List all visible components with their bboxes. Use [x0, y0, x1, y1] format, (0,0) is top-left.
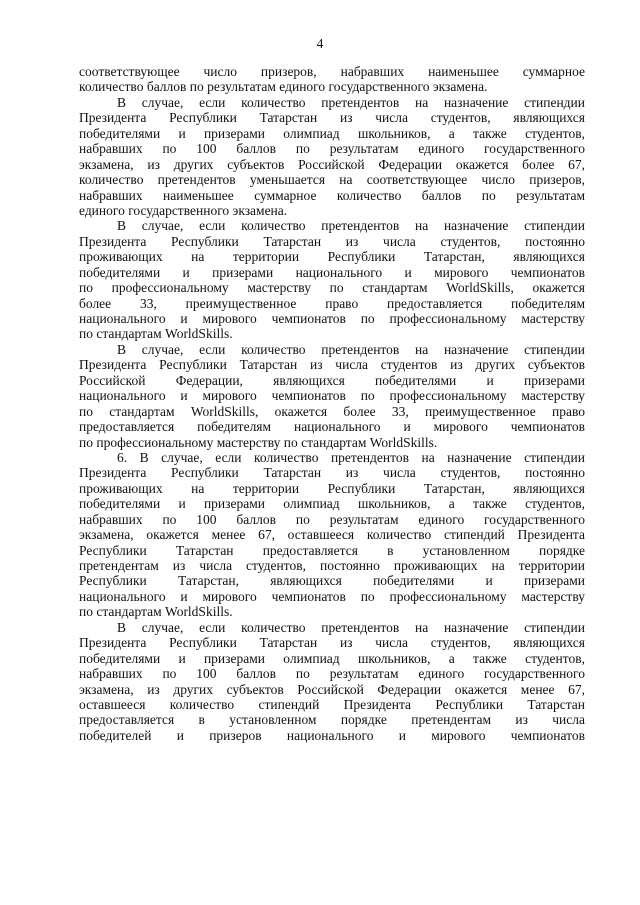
- text-line: набравших по 100 баллов по результатам единого государственного: [79, 511, 585, 527]
- text-line: претендентам из числа студентов, постоянно проживающих на территории: [79, 558, 585, 573]
- text-line: Президента Республики Татарстан из числа студентов из других субъектов: [79, 357, 585, 373]
- text-line: Президента Республики Татарстан из числа студентов, являющихся: [79, 110, 585, 126]
- text-line: набравших по 100 баллов по результатам единого государственного: [79, 666, 585, 682]
- paragraph: [79, 342, 585, 450]
- text-line: В случае, если количество претендентов на назначение стипендии: [117, 94, 585, 110]
- text-line: Республики Татарстан, являющихся победителями и призерами: [79, 573, 585, 589]
- text-line: набравших по 100 баллов по результатам единого государственного: [79, 141, 585, 157]
- text-line: национального и мирового чемпионатов по профессиональному мастерству: [79, 588, 585, 604]
- text-line: соответствующее число призеров, набравших наименьшее суммарное: [79, 64, 585, 79]
- text-line: Президента Республики Татарстан из числа студентов, являющихся: [79, 635, 585, 651]
- text-line: проживающих на территории Республики Татарстан, являющихся: [79, 249, 585, 265]
- paragraph: [79, 450, 585, 620]
- text-line: по стандартам WorldSkills.: [79, 326, 233, 342]
- text-line: победителями и призерами олимпиад школьников, а также студентов,: [79, 650, 585, 666]
- text-line: 6. В случае, если количество претендентов на назначение стипендии: [117, 449, 585, 465]
- text-line: набравших наименьшее суммарное количество баллов по результатам: [79, 187, 585, 203]
- text-line: В случае, если количество претендентов на назначение стипендии: [117, 341, 585, 357]
- page-number: 4: [316, 36, 324, 51]
- text-line: Президента Республики Татарстан из числа студентов, постоянно: [79, 465, 585, 481]
- text-line: Президента Республики Татарстан из числа студентов, постоянно: [79, 233, 585, 249]
- document-body: [79, 64, 585, 743]
- text-line: по профессиональному мастерству по стандартам WorldSkills, окажется: [79, 280, 585, 296]
- text-line: экзамена, из других субъектов Российской Федерации окажется менее 67,: [79, 681, 585, 697]
- text-line: победителями и призерами олимпиад школьников, а также студентов,: [79, 125, 585, 141]
- paragraph: [79, 218, 585, 342]
- text-line: национального и мирового чемпионатов по профессиональному мастерству: [79, 311, 585, 326]
- text-line: экзамена, из других субъектов Российской Федерации окажется более 67,: [79, 156, 585, 172]
- text-line: победителями и призерами национального и мирового чемпионатов: [79, 264, 585, 280]
- text-line: Российской Федерации, являющихся победителями и призерами: [79, 372, 585, 388]
- text-line: количество претендентов уменьшается на соответствующее число призеров,: [79, 172, 585, 188]
- text-line: Республики Татарстан предоставляется в установленном порядке: [79, 542, 585, 558]
- text-line: предоставляется в установленном порядке претендентам из числа: [79, 712, 585, 728]
- text-line: оставшееся количество стипендий Президента Республики Татарстан: [79, 696, 585, 712]
- text-line: В случае, если количество претендентов на назначение стипендии: [117, 218, 585, 234]
- text-line: количество баллов по результатам единого государственного экзамена.: [79, 79, 488, 95]
- paragraph: [79, 95, 585, 219]
- text-line: проживающих на территории Республики Татарстан, являющихся: [79, 480, 585, 496]
- text-line: победителей и призеров национального и мирового чемпионатов: [79, 727, 585, 743]
- text-line: В случае, если количество претендентов на назначение стипендии: [117, 619, 585, 635]
- text-line: национального и мирового чемпионатов по профессиональному мастерству: [79, 388, 585, 404]
- text-line: по профессиональному мастерству по стандартам WorldSkills.: [79, 434, 438, 450]
- text-line: по стандартам WorldSkills, окажется более 33, преимущественное право: [79, 403, 585, 419]
- text-line: единого государственного экзамена.: [79, 202, 288, 218]
- text-line: по стандартам WorldSkills.: [79, 604, 233, 620]
- text-line: предоставляется победителям национального и мирового чемпионатов: [79, 419, 585, 435]
- text-line: более 33, преимущественное право предоставляется победителям: [79, 295, 585, 311]
- paragraph: [79, 64, 585, 95]
- text-line: победителями и призерами олимпиад школьников, а также студентов,: [79, 496, 585, 512]
- paragraph: [79, 620, 585, 744]
- text-line: экзамена, окажется менее 67, оставшееся количество стипендий Президента: [79, 527, 585, 543]
